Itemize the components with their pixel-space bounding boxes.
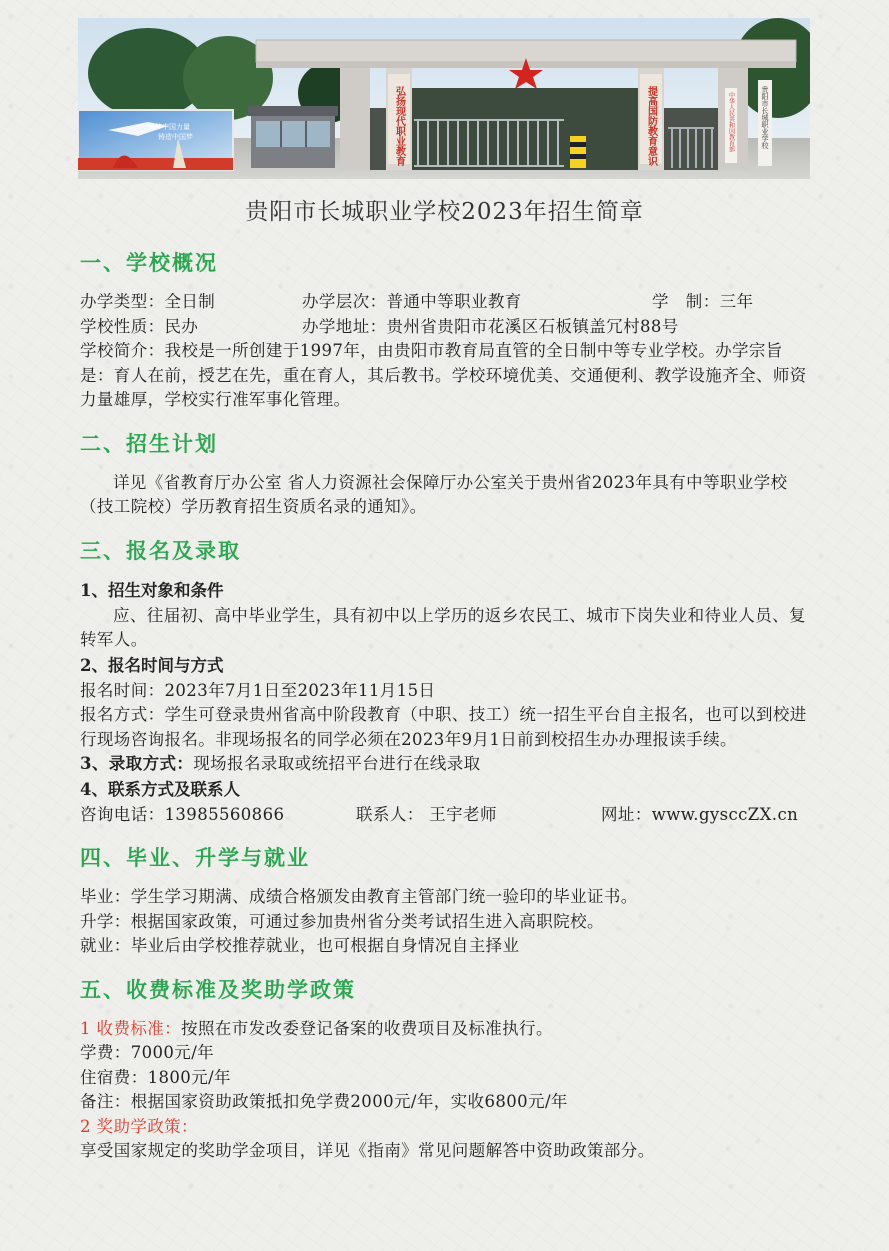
section-1-heading: 一、学校概况 (80, 250, 218, 275)
graduation-text: 毕业：学生学习期满、成绩合格颁发由教育主管部门统一验印的毕业证书。 (80, 887, 638, 906)
brochure-content (80, 246, 810, 1164)
section-4-heading: 四、毕业、升学与就业 (80, 845, 310, 870)
page-title: 贵阳市长城职业学校2023年招生简章 (245, 199, 644, 225)
school-intro: 学校简介：我校是一所创建于1997年，由贵阳市教育局直管的全日制中等专业学校。办学宗旨是：育人在前，授艺在先，重在育人，其后教书。学校环境优美、交通便利、教学设施齐全、师资力量雄厚，学校实行准军事化管理。 (80, 341, 807, 409)
school-level: 办学层次：普通中等职业教育 (302, 292, 522, 311)
fee-standard (80, 1017, 810, 1042)
admission-method-label: 3、录取方式： (80, 754, 194, 773)
further-study-text: 升学：根据国家政策，可通过参加贵州省分类考试招生进入高职院校。 (80, 911, 604, 931)
registration-heading: 2、报名时间与方式 (80, 655, 224, 675)
section-2-heading: 二、招生计划 (80, 430, 218, 456)
aid-policy-label: 2 奖助学政策： (80, 1116, 198, 1136)
contact-website: 网址：www.gysccZX.cn (601, 804, 799, 824)
tuition-fee: 学费：7000元/年 (80, 1043, 215, 1062)
section-3-heading: 三、报名及录取 (80, 537, 241, 563)
gate-right-slogan: 提高国防教育意识 (645, 86, 657, 166)
enrollment-plan-text: 详见《省教育厅办公室 省人力资源社会保障厅办公室关于贵州省2023年具有中等职业学校（技工院校）学历教育招生资质名录的通知》。 (80, 472, 788, 516)
contact-person: 联系人： 王宇老师 (356, 804, 497, 824)
guard-booth (248, 106, 338, 168)
billboard-line2: 铸造中国梦 (158, 133, 193, 141)
billboard-line1: 圆梦中国力量 (148, 123, 190, 131)
fee-standard-text: 按照在市发改委登记备案的收费项目及标准执行。 (181, 1018, 553, 1038)
aid-policy-text: 享受国家规定的奖助学金项目，详见《指南》常见问题解答中资助政策部分。 (80, 1141, 655, 1160)
school-type: 办学类型：全日制 (80, 292, 216, 311)
school-basic-row-1 (80, 290, 810, 315)
school-nature: 学校性质：民办 (80, 316, 199, 336)
billboard (78, 110, 233, 170)
school-basic-row-2 (80, 315, 810, 340)
contact-heading: 4、联系方式及联系人 (80, 779, 240, 799)
admission-method-text: 现场报名录取或统招平台进行在线录取 (193, 754, 481, 773)
target-heading: 1、招生对象和条件 (80, 580, 224, 600)
contact-row (80, 803, 810, 828)
contact-phone: 咨询电话：13985560866 (80, 804, 285, 824)
gate-plaque-right: 中华人民共和国教育部 (727, 92, 735, 152)
fee-note: 备注：根据国家资助政策抵扣免学费2000元/年，实收6800元/年 (80, 1092, 568, 1111)
school-system: 学 制：三年 (652, 292, 754, 311)
gate-left-slogan: 弘扬现代职业教育 (393, 86, 405, 166)
gate-plaque-left: 贵阳市长城职业学校 (761, 86, 769, 149)
registration-method: 报名方式：学生可登录贵州省高中阶段教育（中职、技工）统一招生平台自主报名，也可以到校进行现场咨询报名。非现场报名的同学必须在2023年9月1日前到校招生办办理报读手续。 (80, 705, 807, 749)
fee-standard-label: 1 收费标准： (80, 1018, 182, 1038)
dorm-fee: 住宿费：1800元/年 (80, 1067, 231, 1087)
section-5-heading: 五、收费标准及奖助学政策 (80, 976, 356, 1002)
employment-text: 就业：毕业后由学校推荐就业，也可根据自身情况自主择业 (80, 936, 520, 955)
admission-method (80, 752, 810, 777)
school-gate-photo (78, 18, 810, 179)
school-address: 办学地址：贵州省贵阳市花溪区石板镇盖冗村88号 (302, 316, 679, 336)
registration-time: 报名时间：2023年7月1日至2023年11月15日 (80, 680, 436, 700)
target-text: 应、往届初、高中毕业学生，具有初中以上学历的返乡农民工、城市下岗失业和待业人员、复转军人。 (80, 605, 806, 649)
